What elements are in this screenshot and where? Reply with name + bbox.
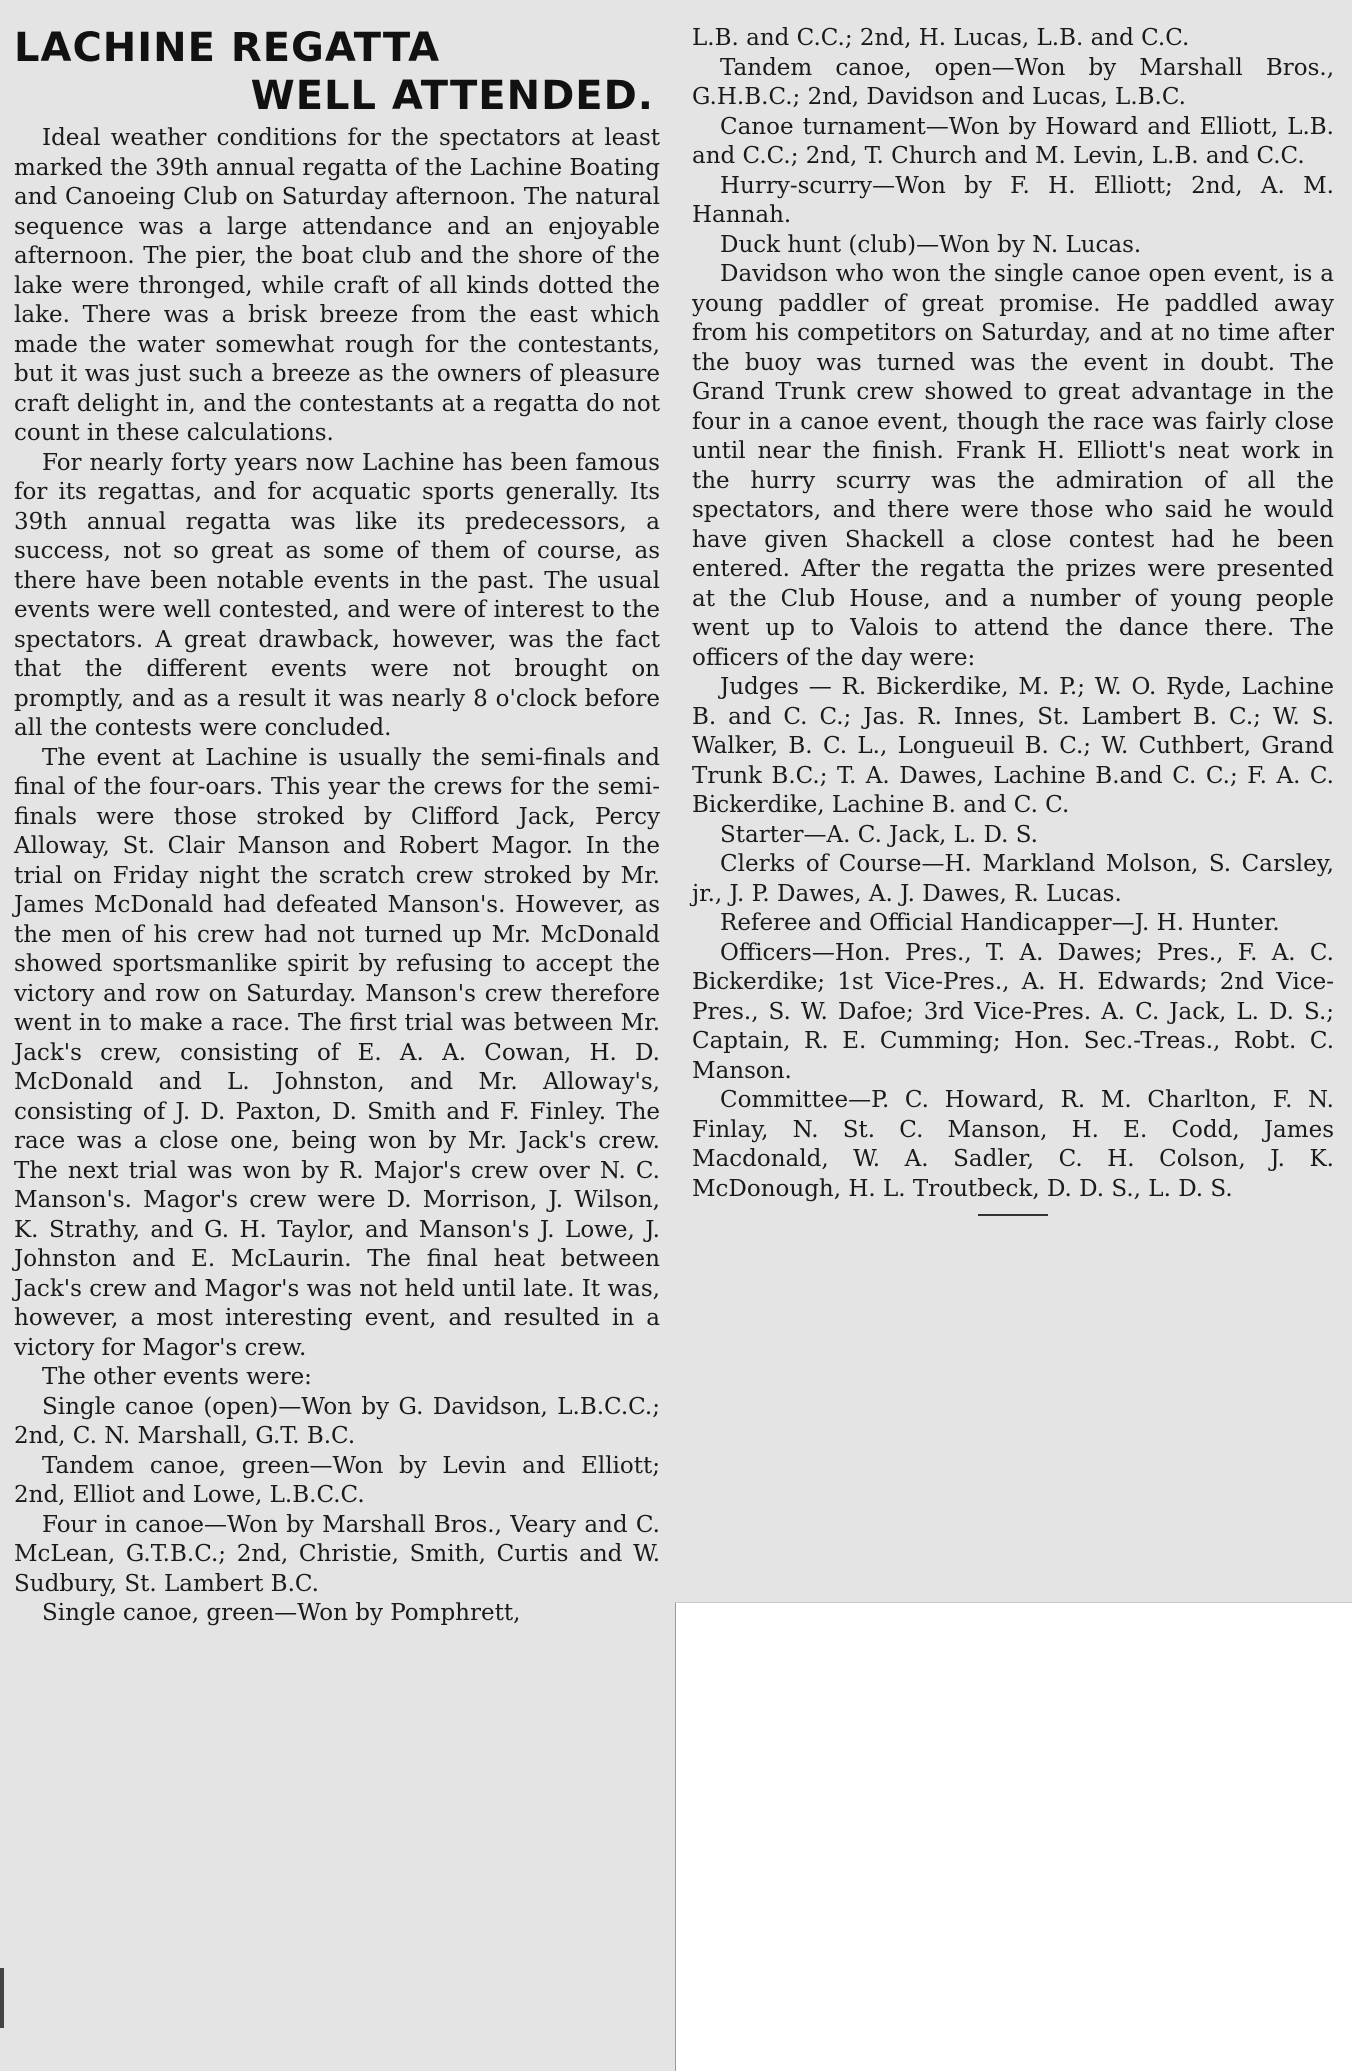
headline-line-1: LACHINE REGATTA [14, 25, 441, 71]
result-single-canoe-open: Single canoe (open)—Won by G. Davidson, L.B.C.C.; 2nd, C. N. Marshall, G.T. B.C. [14, 1393, 660, 1449]
result-tandem-canoe-green: Tandem canoe, green—Won by Levin and Elliott; 2nd, Elliot and Lowe, L.B.C.C. [14, 1452, 660, 1508]
officials-committee: Committee—P. C. Howard, R. M. Charlton, F. N. Finlay, N. St. C. Manson, H. E. Codd, James Macdonald, W. A. Sadler, C. H. Colson, J. K. McDonough, H. L. Troutbeck, D. D. S., L. D. S. [692, 1087, 1334, 1202]
officials-starter: Starter—A. C. Jack, L. D. S. [720, 821, 1038, 848]
officials-referee: Referee and Official Handicapper—J. H. Hunter. [720, 910, 1280, 936]
paragraph-history: For nearly forty years now Lachine has been famous for its regattas, and for acquatic sports generally. Its 39th annual regatta was like its predecessors, a success, not so great as some of them of course, as there have been notable events in the past. The usual events were well contested, and were of interest to the spectators. A great drawback, however, was the fact that the different events were not brought on promptly, and as a result it was nearly 8 o'clock before all the contests were concluded. [14, 449, 660, 741]
result-four-in-canoe: Four in canoe—Won by Marshall Bros., Veary and C. McLean, G.T.B.C.; 2nd, Christie, Smith, Curtis and W. Sudbury, St. Lambert B.C. [14, 1511, 660, 1597]
end-rule [978, 1214, 1048, 1216]
article-column-right [692, 24, 1334, 1216]
scan-edge-mark [0, 1968, 4, 2028]
result-hurry-scurry: Hurry-scurry—Won by F. H. Elliott; 2nd, A. M. Hannah. [692, 172, 1334, 228]
officials-clerks-of-course: Clerks of Course—H. Markland Molson, S. Carsley, jr., J. P. Dawes, A. J. Dawes, R. Lucas. [692, 851, 1334, 907]
article-column-left [14, 24, 660, 1629]
result-canoe-tournament: Canoe turnament—Won by Howard and Elliott, L.B. and C.C.; 2nd, T. Church and M. Levin, L.B. and C.C. [692, 113, 1334, 169]
paragraph-continuation: L.B. and C.C.; 2nd, H. Lucas, L.B. and C.C. [692, 25, 1190, 51]
paragraph-four-oars: The event at Lachine is usually the semi-finals and final of the four-oars. This year the crews for the semi-finals were those stroked by Clifford Jack, Percy Alloway, St. Clair Manson and Robert Magor. In the trial on Friday night the scratch crew stroked by Mr. James McDonald had defeated Manson's. However, as the men of his crew had not turned up Mr. McDonald showed sportsmanlike spirit by refusing to accept the victory and row on Saturday. Manson's crew therefore went in to make a race. The first trial was between Mr. Jack's crew, consisting of E. A. A. Cowan, H. D. McDonald and L. Johnston, and Mr. Alloway's, consisting of J. D. Paxton, D. Smith and F. Finley. The race was a close one, being won by Mr. Jack's crew. The next trial was won by R. Major's crew over N. C. Manson's. Magor's crew were D. Morrison, J. Wilson, K. Strathy, and G. H. Taylor, and Manson's J. Lowe, J. Johnston and E. McLaurin. The final heat between Jack's crew and Magor's was not held until late. It was, however, a most interesting event, and resulted in a victory for Magor's crew. [14, 744, 660, 1361]
paragraph-other-events: The other events were: [42, 1364, 312, 1390]
officials-officers: Officers—Hon. Pres., T. A. Dawes; Pres., F. A. C. Bickerdike; 1st Vice-Pres., A. H. Edwards; 2nd Vice-Pres., S. W. Dafoe; 3rd Vice-Pres. A. C. Jack, L. D. S.; Captain, R. E. Cumming; Hon. Sec.-Treas., Robt. C. Manson. [692, 939, 1334, 1084]
headline-line-2: WELL ATTENDED. [250, 73, 654, 119]
paragraph-intro: Ideal weather conditions for the spectators at least marked the 39th annual regatta of the Lachine Boating and Canoeing Club on Saturday afternoon. The natural sequence was a large attendance and an enjoyable afternoon. The pier, the boat club and the shore of the lake were thronged, while craft of all kinds dotted the lake. There was a brisk breeze from the east which made the water somewhat rough for the contestants, but it was just such a breeze as the owners of pleasure craft delight in, and the contestants at a regatta do not count in these calculations. [14, 125, 660, 446]
result-tandem-canoe-open: Tandem canoe, open—Won by Marshall Bros., G.H.B.C.; 2nd, Davidson and Lucas, L.B.C. [692, 54, 1334, 110]
officials-judges: Judges — R. Bickerdike, M. P.; W. O. Ryde, Lachine B. and C. C.; Jas. R. Innes, St. Lambert B. C.; W. S. Walker, B. C. L., Longueuil B. C.; W. Cuthbert, Grand Trunk B.C.; T. A. Dawes, Lachine B.and C. C.; F. A. C. Bickerdike, Lachine B. and C. C. [692, 674, 1334, 818]
result-single-canoe-green: Single canoe, green—Won by Pomphrett, [42, 1600, 521, 1626]
paragraph-davidson: Davidson who won the single canoe open event, is a young paddler of great promise. He paddled away from his competitors on Saturday, and at no time after the buoy was turned was the event in doubt. The Grand Trunk crew showed to great advantage in the four in a canoe event, though the race was fairly close until near the finish. Frank H. Elliott's neat work in the hurry scurry was the admiration of all the spectators, and there were those who said he would have given Shackell a close contest had he been entered. After the regatta the prizes were presented at the Club House, and a number of young people went up to Valois to attend the dance there. The officers of the day were: [692, 261, 1334, 671]
result-duck-hunt: Duck hunt (club)—Won by N. Lucas. [720, 231, 1142, 258]
clipping-right-column [675, 0, 1352, 1603]
